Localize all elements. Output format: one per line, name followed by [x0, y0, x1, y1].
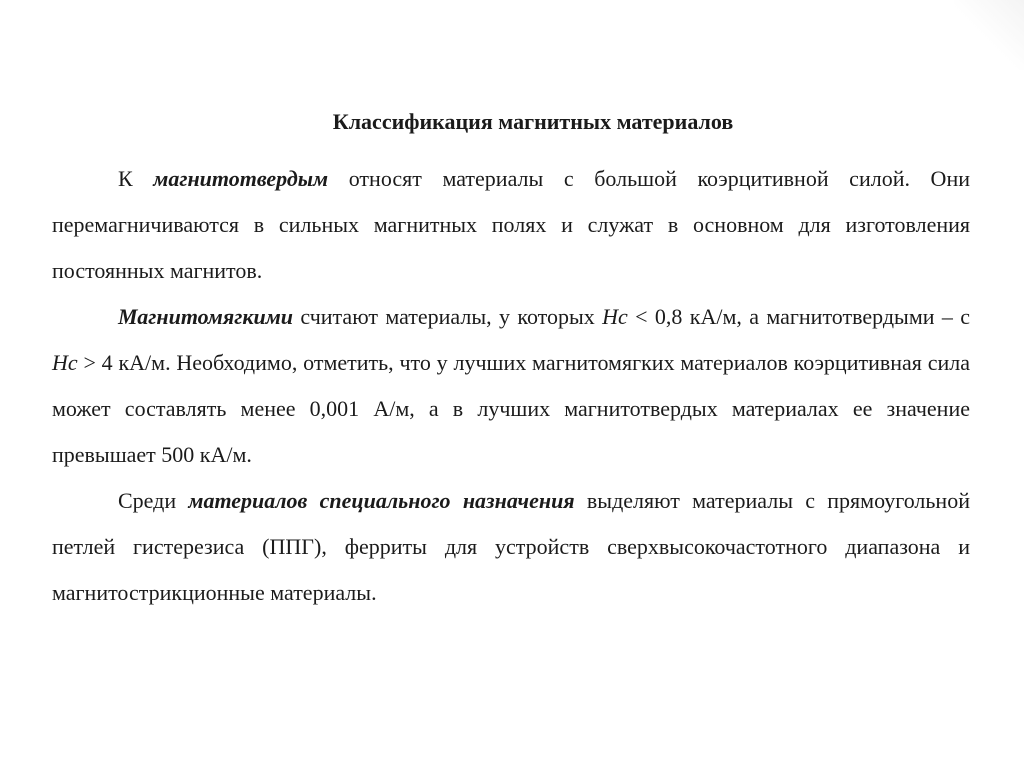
p2-text-3: > 4 кА/м. Необходимо, отметить, что у лучших магнитомягких материалов коэрцитивная сила может составлять менее 0,001 А/м, а в лучших магнитотвердых материалах ее значение превышает 500 кА/м. [52, 350, 970, 467]
p2-term-soft-magnetic: Магнитомягкими [118, 304, 294, 329]
paragraph-hard-magnetic [52, 156, 970, 294]
p2-symbol-hc-2: Hc [52, 350, 78, 375]
document-body [52, 104, 970, 616]
paragraph-soft-magnetic [52, 294, 970, 478]
p1-text-1: К [118, 166, 154, 191]
page-corner-shadow [954, 0, 1024, 70]
page-title: Классификация магнитных материалов [332, 109, 734, 134]
p3-text-1: Среди [118, 488, 189, 513]
p3-text-2: выделяют материалы с прямоугольной петлей гистерезиса (ППГ), ферриты для устройств сверхвысокочастотного диапазона и магнитострикционные материалы. [52, 488, 970, 605]
p1-term-hard-magnetic: магнитотвердым [153, 166, 329, 191]
p2-text-1: считают материалы, у которых [293, 304, 603, 329]
p1-text-2: относят материалы с большой коэрцитивной силой. Они перемагничиваются в сильных магнитных полях и служат в основном для изготовления постоянных магнитов. [52, 166, 970, 283]
paragraph-special-purpose [52, 478, 970, 616]
p2-text-2: < 0,8 кА/м, а магнитотвердыми – с [627, 304, 970, 329]
p3-term-special-purpose: материалов специального назначения [188, 488, 575, 513]
p2-symbol-hc-1: Hc [602, 304, 628, 329]
